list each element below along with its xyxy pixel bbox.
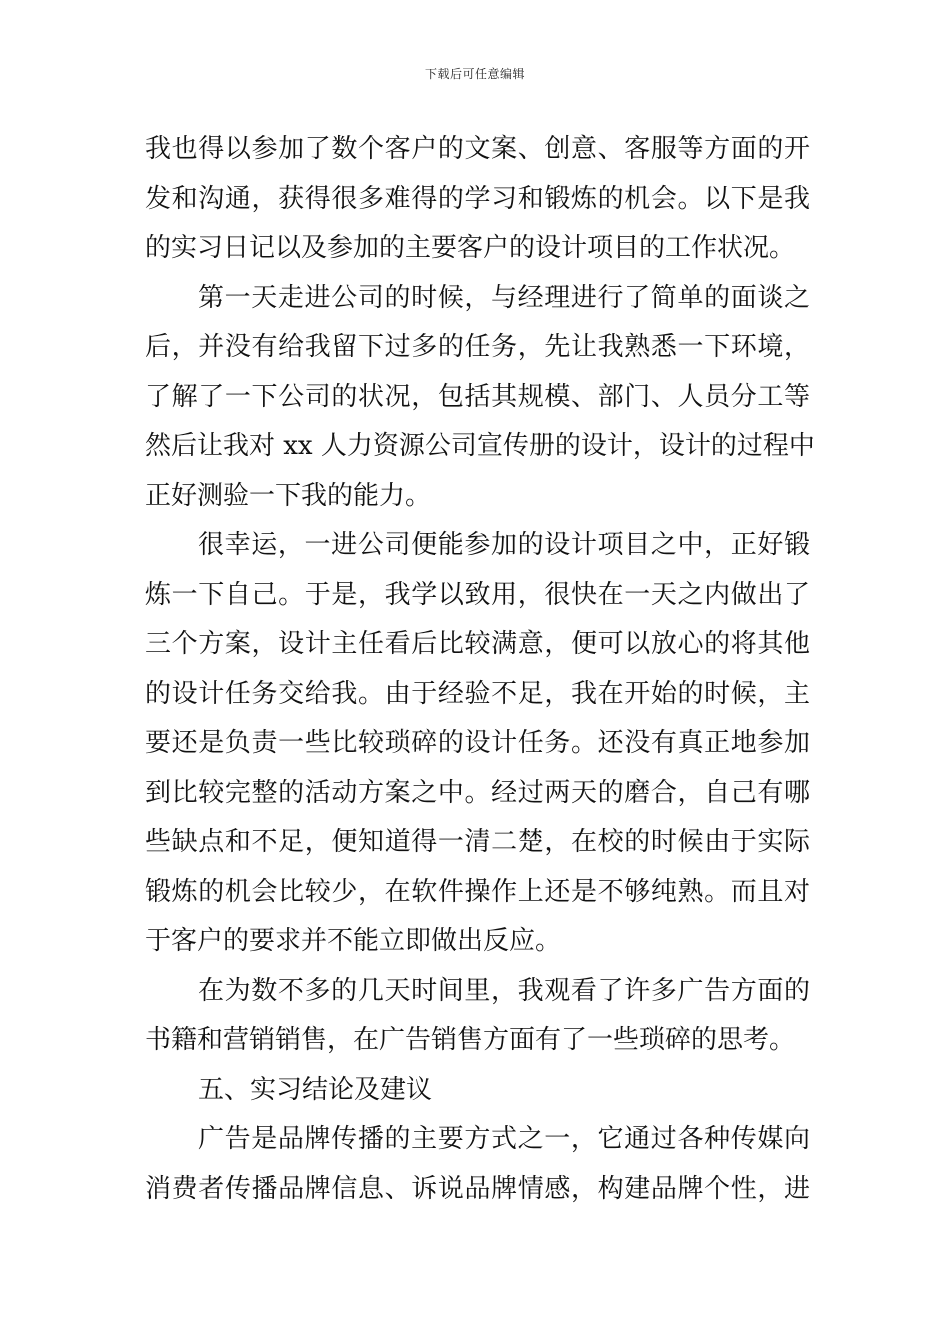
text-line: 在为数不多的几天时间里，我观看了许多广告方面的 <box>198 975 810 1006</box>
page-header: 下载后可任意编辑 <box>424 67 525 81</box>
text-line: 消费者传播品牌信息、诉说品牌情感，构建品牌个性，进 <box>145 1173 810 1204</box>
text-line: 然后让我对 xx 人力资源公司宣传册的设计，设计的过程中 <box>145 431 815 461</box>
text-line: 广告是品牌传播的主要方式之一，它通过各种传媒向 <box>198 1124 810 1154</box>
text-line: 的设计任务交给我。由于经验不足，我在开始的时候，主 <box>145 678 810 709</box>
text-line: 于客户的要求并不能立即做出反应。 <box>145 926 562 956</box>
text-line: 第一天走进公司的时候，与经理进行了简单的面谈之 <box>198 282 810 313</box>
text-line: 三个方案，设计主任看后比较满意，便可以放心的将其他 <box>145 629 810 659</box>
document-body <box>145 125 815 1214</box>
text-line: 炼一下自己。于是，我学以致用，很快在一天之内做出了 <box>145 579 810 610</box>
text-line: 到比较完整的活动方案之中。经过两天的磨合，自己有哪 <box>145 777 810 808</box>
text-line: 我也得以参加了数个客户的文案、创意、客服等方面的开 <box>145 134 810 164</box>
text-line: 书籍和营销销售，在广告销售方面有了一些琐碎的思考。 <box>145 1025 796 1055</box>
section-heading: 五、实习结论及建议 <box>198 1074 433 1105</box>
text-line: 要还是负责一些比较琐碎的设计任务。还没有真正地参加 <box>145 728 810 758</box>
text-line: 很幸运，一进公司便能参加的设计项目之中，正好锻 <box>198 530 810 560</box>
text-line: 的实习日记以及参加的主要客户的设计项目的工作状况。 <box>145 233 796 263</box>
text-line: 锻炼的机会比较少，在软件操作上还是不够纯熟。而且对 <box>145 876 810 907</box>
text-line: 发和沟通，获得很多难得的学习和锻炼的机会。以下是我 <box>145 183 810 214</box>
text-line: 些缺点和不足，便知道得一清二楚，在校的时候由于实际 <box>145 827 810 857</box>
text-line: 后，并没有给我留下过多的任务，先让我熟悉一下环境， <box>145 332 810 362</box>
text-line: 了解了一下公司的状况，包括其规模、部门、人员分工等 <box>145 381 810 412</box>
text-line: 正好测验一下我的能力。 <box>145 480 432 511</box>
